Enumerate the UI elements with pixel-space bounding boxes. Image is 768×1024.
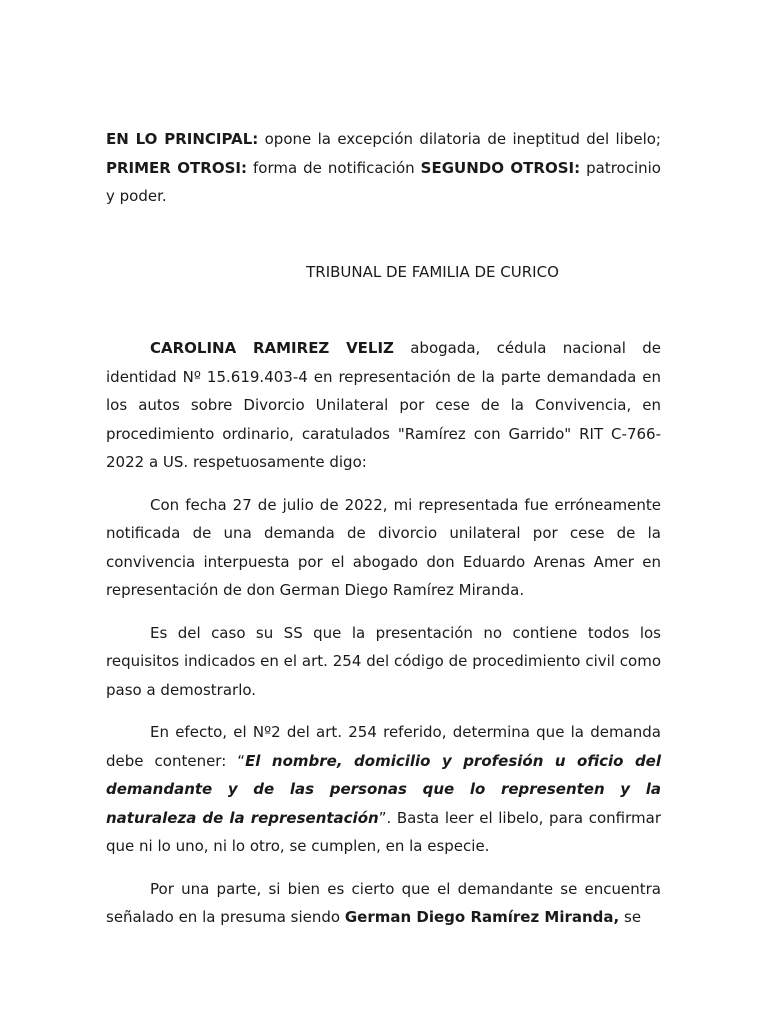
otrosi1-text: forma de notificación	[246, 158, 421, 177]
otrosi1-label: PRIMER OTROSI:	[106, 158, 247, 177]
articulo-after: ”. Basta leer el libelo, para confirmar que ni lo uno, ni lo otro, se cumplen, en la especie.	[106, 808, 661, 855]
paragraph-requisitos: Es del caso su SS que la presentación no contiene todos los requisitos indicados en el art. 254 del código de procedimiento civil como paso a demostrarlo.	[106, 623, 661, 699]
principal-label: EN LO PRINCIPAL:	[106, 130, 259, 148]
sumilla	[106, 125, 661, 211]
document-page	[106, 125, 661, 932]
paragraph-demandante	[106, 875, 661, 932]
paragraph-notificacion: Con fecha 27 de julio de 2022, mi representada fue erróneamente notificada de una demanda de divorcio unilateral por cese de la convivencia interpuesta por el abogado don Eduardo Arenas Amer en representación de don German Diego Ramírez Miranda.	[106, 495, 661, 599]
articulo-before: En efecto, el Nº2 del art. 254 referido, determina que la demanda debe contener: “	[106, 723, 661, 770]
paragraph-articulo	[106, 718, 661, 861]
demandante-name: German Diego Ramírez Miranda,	[344, 908, 620, 926]
otrosi2-text: patrocinio y poder.	[106, 158, 661, 205]
demandante-before: Por una parte, si bien es cierto que el demandante se encuentra señalado en la presuma siendo	[106, 879, 661, 926]
principal-text: opone la excepción dilatoria de ineptitud del libelo;	[258, 130, 661, 148]
articulo-quote: El nombre, domicilio y profesión u oficio del demandante y de las personas que lo representen y la naturaleza de la representación	[106, 751, 661, 827]
lawyer-name: CAROLINA RAMIREZ VELIZ	[150, 339, 394, 357]
otrosi2-label: SEGUNDO OTROSI:	[420, 158, 581, 177]
comparecencia-text: abogada, cédula nacional de identidad Nº 15.619.403-4 en representación de la parte demandada en los autos sobre Divorcio Unilateral por cese de la Convivencia, en procedimiento ordinario, caratulados "Ramírez con Garrido" RIT C-766-2022 a US. respetuosamente digo:	[106, 339, 661, 471]
tribunal-heading: TRIBUNAL DE FAMILIA DE CURICO	[306, 262, 559, 281]
paragraph-comparecencia	[106, 334, 661, 477]
demandante-after: se	[619, 908, 642, 926]
